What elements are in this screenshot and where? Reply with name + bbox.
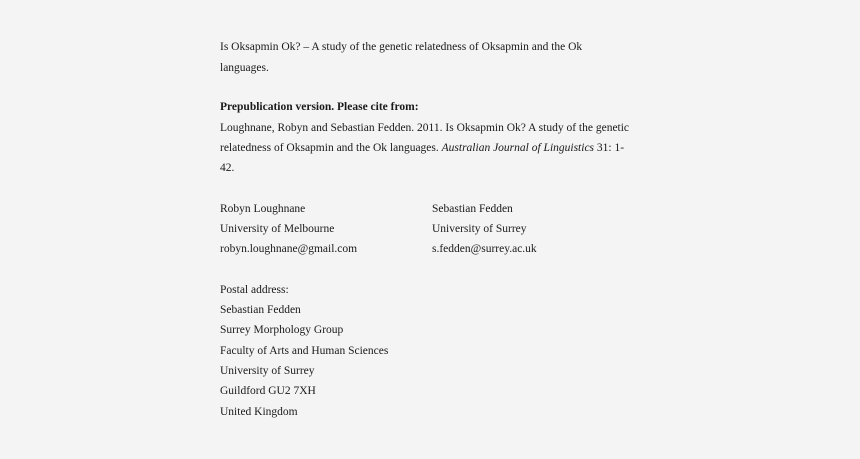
title-line-1: Is Oksapmin Ok? – A study of the genetic relatedness of Oksapmin and the Ok — [220, 41, 583, 53]
citation-line-2 — [220, 138, 624, 158]
postal-line: Sebastian Fedden — [220, 304, 301, 316]
author-2-name: Sebastian Fedden — [432, 203, 513, 215]
citation-line-1: Loughnane, Robyn and Sebastian Fedden. 2011. Is Oksapmin Ok? A study of the genetic — [220, 122, 630, 134]
postal-line: Surrey Morphology Group — [220, 324, 344, 336]
journal-name: Australian Journal of Linguistics — [441, 142, 595, 154]
title-line-2: languages. — [220, 62, 269, 74]
postal-line: University of Surrey — [220, 365, 315, 377]
author-1-affiliation: University of Melbourne — [220, 223, 335, 235]
postal-label: Postal address: — [220, 284, 289, 296]
citation-line-2-suffix: 31: 1- — [594, 142, 625, 154]
citation-line-2-prefix: relatedness of Oksapmin and the Ok languages. — [220, 142, 442, 154]
citation-line-3: 42. — [220, 162, 235, 174]
postal-line: Guildford GU2 7XH — [220, 385, 316, 397]
author-1-email: robyn.loughnane@gmail.com — [220, 243, 358, 255]
author-2-affiliation: University of Surrey — [432, 223, 527, 235]
author-1-name: Robyn Loughnane — [220, 203, 306, 215]
citation-heading: Prepublication version. Please cite from: — [220, 101, 419, 113]
postal-line: Faculty of Arts and Human Sciences — [220, 345, 389, 357]
postal-line: United Kingdom — [220, 406, 298, 418]
author-2-email: s.fedden@surrey.ac.uk — [432, 243, 537, 255]
